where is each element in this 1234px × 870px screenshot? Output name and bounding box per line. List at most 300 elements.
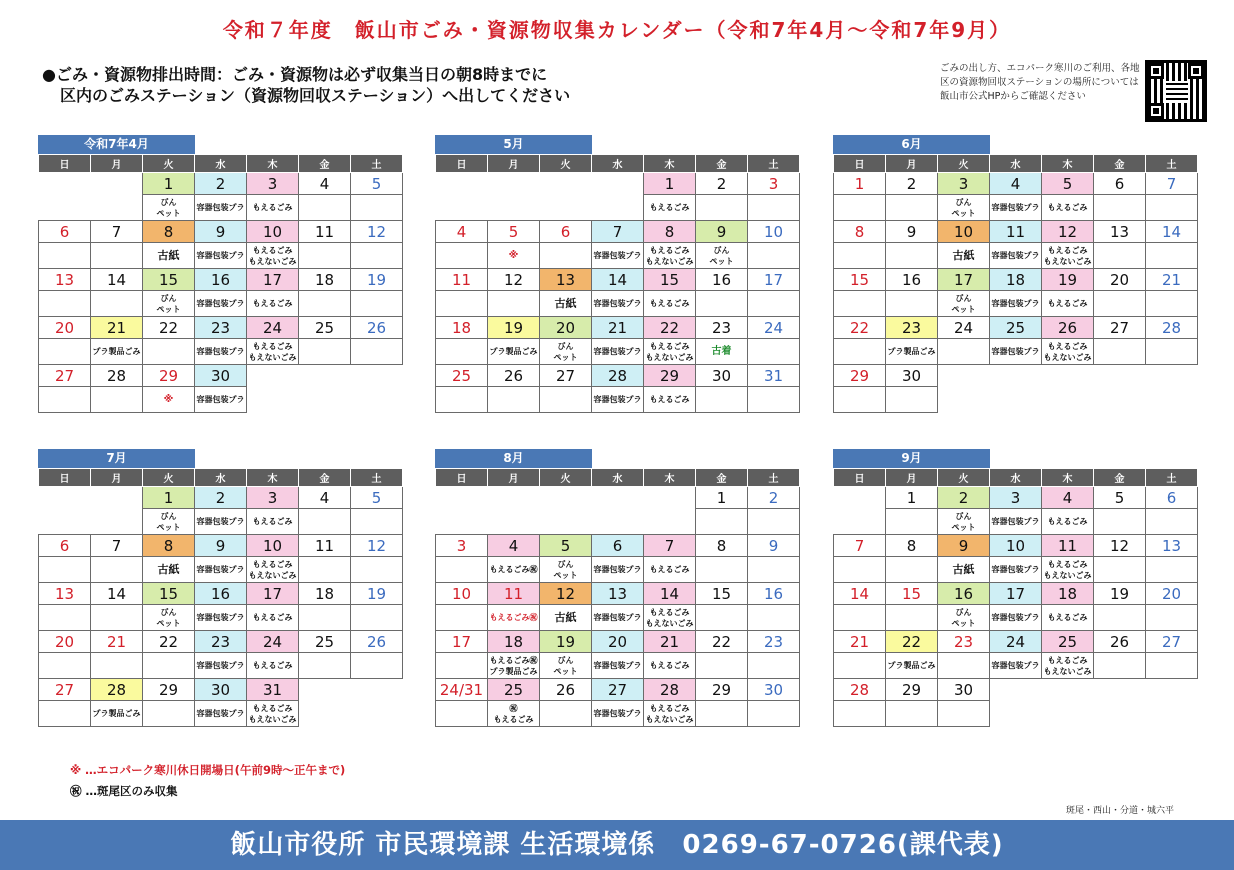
collection-label	[39, 605, 91, 631]
day-number: 13	[39, 269, 91, 291]
empty-cell	[1042, 387, 1094, 413]
day-number: 4	[436, 221, 488, 243]
collection-label	[351, 291, 403, 317]
weekday-header: 日	[834, 155, 886, 173]
collection-label: もえるごみ もえないごみ	[247, 339, 299, 365]
day-number: 5	[488, 221, 540, 243]
collection-label: もえるごみ	[1042, 605, 1094, 631]
weekday-header: 土	[1146, 469, 1198, 487]
day-number: 24	[990, 631, 1042, 653]
day-number: 30	[195, 365, 247, 387]
day-number: 16	[748, 583, 800, 605]
collection-label	[91, 291, 143, 317]
collection-label	[351, 557, 403, 583]
collection-label: 古紙	[938, 557, 990, 583]
weekday-header: 火	[143, 469, 195, 487]
day-number: 4	[488, 535, 540, 557]
empty-cell	[1146, 365, 1198, 387]
day-number: 17	[990, 583, 1042, 605]
day-number: 20	[39, 631, 91, 653]
weekday-header: 火	[540, 469, 592, 487]
day-number: 3	[247, 487, 299, 509]
empty-cell	[299, 679, 351, 701]
collection-label	[886, 291, 938, 317]
day-number: 10	[247, 535, 299, 557]
day-number: 23	[886, 317, 938, 339]
day-number: 16	[886, 269, 938, 291]
weekday-header: 火	[143, 155, 195, 173]
day-number: 4	[990, 173, 1042, 195]
collection-label	[299, 195, 351, 221]
day-number: 24	[748, 317, 800, 339]
empty-cell	[644, 487, 696, 509]
day-number: 10	[748, 221, 800, 243]
collection-label: ※	[143, 387, 195, 413]
collection-label: 容器包装プラ	[990, 243, 1042, 269]
empty-cell	[1146, 679, 1198, 701]
collection-label	[834, 387, 886, 413]
day-number: 3	[436, 535, 488, 557]
empty-cell	[1094, 365, 1146, 387]
weekday-header: 木	[247, 155, 299, 173]
collection-label: 容器包装プラ	[195, 605, 247, 631]
day-number: 19	[351, 269, 403, 291]
empty-cell	[834, 509, 886, 535]
day-number: 6	[1094, 173, 1146, 195]
empty-cell	[91, 173, 143, 195]
collection-label	[299, 557, 351, 583]
collection-label	[299, 509, 351, 535]
day-number: 28	[91, 365, 143, 387]
empty-cell	[540, 195, 592, 221]
weekday-header: 水	[990, 155, 1042, 173]
collection-label: もえるごみ	[1042, 195, 1094, 221]
collection-label: 容器包装プラ	[990, 339, 1042, 365]
day-number: 19	[488, 317, 540, 339]
collection-label: プラ製品ごみ	[91, 339, 143, 365]
empty-cell	[990, 387, 1042, 413]
day-number: 5	[351, 173, 403, 195]
collection-label: もえるごみ	[247, 653, 299, 679]
day-number: 22	[886, 631, 938, 653]
collection-label: もえるごみ	[247, 291, 299, 317]
collection-label	[436, 605, 488, 631]
empty-cell	[488, 487, 540, 509]
collection-label: 容器包装プラ	[195, 653, 247, 679]
collection-label: 容器包装プラ	[990, 557, 1042, 583]
weekday-header: 月	[91, 469, 143, 487]
day-number: 5	[351, 487, 403, 509]
day-number: 22	[834, 317, 886, 339]
empty-cell	[247, 365, 299, 387]
day-number: 9	[195, 221, 247, 243]
day-number: 29	[834, 365, 886, 387]
collection-label: もえるごみ㊗ プラ製品ごみ	[488, 653, 540, 679]
day-number: 14	[592, 269, 644, 291]
collection-label: もえるごみ㊗	[488, 605, 540, 631]
weekday-header: 水	[195, 469, 247, 487]
collection-label	[540, 243, 592, 269]
collection-label: プラ製品ごみ	[488, 339, 540, 365]
collection-label	[91, 557, 143, 583]
empty-cell	[1146, 387, 1198, 413]
day-number: 18	[1042, 583, 1094, 605]
day-number: 6	[592, 535, 644, 557]
empty-cell	[1094, 679, 1146, 701]
collection-label: びん ペット	[540, 339, 592, 365]
day-number: 7	[1146, 173, 1198, 195]
weekday-header: 土	[351, 469, 403, 487]
legend	[70, 760, 345, 802]
collection-label: びん ペット	[938, 605, 990, 631]
day-number: 22	[644, 317, 696, 339]
collection-label	[748, 243, 800, 269]
day-number: 30	[195, 679, 247, 701]
day-number: 14	[1146, 221, 1198, 243]
weekday-header: 日	[39, 469, 91, 487]
month-header: 8月	[435, 449, 592, 468]
collection-label	[886, 243, 938, 269]
collection-label	[436, 653, 488, 679]
collection-label: ㊗ もえるごみ	[488, 701, 540, 727]
hanjo-area-list: 斑尾・西山・分道・城六平	[1066, 806, 1175, 816]
collection-label	[696, 291, 748, 317]
day-number: 11	[1042, 535, 1094, 557]
collection-label	[299, 291, 351, 317]
collection-label	[351, 195, 403, 221]
collection-label	[1094, 339, 1146, 365]
collection-label: もえるごみ	[644, 557, 696, 583]
disposal-notice	[42, 64, 570, 106]
day-number: 20	[592, 631, 644, 653]
collection-label: びん ペット	[143, 605, 195, 631]
collection-label	[436, 701, 488, 727]
collection-label	[1094, 605, 1146, 631]
empty-cell	[990, 365, 1042, 387]
collection-label: もえるごみ	[644, 291, 696, 317]
collection-label	[748, 291, 800, 317]
day-number: 2	[938, 487, 990, 509]
empty-cell	[299, 387, 351, 413]
collection-label: もえるごみ	[644, 653, 696, 679]
collection-label	[748, 701, 800, 727]
collection-label	[1146, 653, 1198, 679]
day-number: 2	[748, 487, 800, 509]
collection-label	[351, 509, 403, 535]
day-number: 23	[938, 631, 990, 653]
empty-cell	[91, 487, 143, 509]
collection-label	[1094, 195, 1146, 221]
day-number: 17	[247, 583, 299, 605]
collection-label: もえるごみ	[644, 195, 696, 221]
collection-label	[1094, 509, 1146, 535]
collection-label	[834, 653, 886, 679]
day-number: 9	[886, 221, 938, 243]
collection-label	[91, 387, 143, 413]
day-number: 10	[938, 221, 990, 243]
collection-label	[351, 653, 403, 679]
day-number: 5	[540, 535, 592, 557]
empty-cell	[990, 679, 1042, 701]
day-number: 31	[748, 365, 800, 387]
collection-label	[39, 557, 91, 583]
month-header: 9月	[833, 449, 990, 468]
empty-cell	[39, 509, 91, 535]
day-number: 13	[1094, 221, 1146, 243]
collection-label	[39, 243, 91, 269]
day-number: 5	[1094, 487, 1146, 509]
day-number: 24	[938, 317, 990, 339]
day-number: 14	[644, 583, 696, 605]
day-number: 19	[351, 583, 403, 605]
empty-cell	[299, 365, 351, 387]
collection-label	[696, 387, 748, 413]
empty-cell	[990, 701, 1042, 727]
day-number: 6	[1146, 487, 1198, 509]
collection-label	[886, 605, 938, 631]
day-number: 26	[351, 631, 403, 653]
day-number: 1	[834, 173, 886, 195]
weekday-header: 土	[351, 155, 403, 173]
collection-label	[39, 701, 91, 727]
month-header: 令和7年4月	[38, 135, 195, 154]
day-number: 26	[540, 679, 592, 701]
weekday-header: 水	[990, 469, 1042, 487]
weekday-header: 月	[488, 155, 540, 173]
day-number: 18	[990, 269, 1042, 291]
collection-label: 容器包装プラ	[195, 509, 247, 535]
collection-label	[696, 701, 748, 727]
collection-label	[91, 605, 143, 631]
collection-label	[39, 387, 91, 413]
collection-label	[143, 653, 195, 679]
collection-label	[1094, 557, 1146, 583]
empty-cell	[1042, 365, 1094, 387]
collection-label	[1146, 605, 1198, 631]
weekday-header: 水	[592, 155, 644, 173]
collection-label	[436, 557, 488, 583]
day-number: 6	[540, 221, 592, 243]
collection-label: プラ製品ごみ	[91, 701, 143, 727]
collection-label: もえるごみ もえないごみ	[1042, 243, 1094, 269]
collection-label: 容器包装プラ	[990, 605, 1042, 631]
collection-label	[834, 701, 886, 727]
collection-label	[938, 701, 990, 727]
day-number: 12	[1094, 535, 1146, 557]
collection-label	[938, 339, 990, 365]
collection-label: 容器包装プラ	[592, 339, 644, 365]
weekday-header: 月	[488, 469, 540, 487]
qr-code-icon[interactable]	[1145, 60, 1207, 122]
collection-label: もえるごみ	[247, 509, 299, 535]
collection-label: びん ペット	[696, 243, 748, 269]
day-number: 27	[39, 365, 91, 387]
day-number: 27	[540, 365, 592, 387]
day-number: 10	[247, 221, 299, 243]
weekday-header: 金	[696, 155, 748, 173]
notice-line-1: ●ごみ・資源物排出時間：ごみ・資源物は必ず収集当日の朝8時までに	[42, 65, 548, 84]
day-number: 21	[91, 317, 143, 339]
collection-label	[143, 701, 195, 727]
day-number: 20	[1146, 583, 1198, 605]
collection-label	[299, 653, 351, 679]
collection-label: 容器包装プラ	[195, 195, 247, 221]
day-number: 12	[351, 221, 403, 243]
empty-cell	[39, 173, 91, 195]
collection-label: びん ペット	[938, 195, 990, 221]
collection-label: 容器包装プラ	[990, 291, 1042, 317]
weekday-header: 金	[299, 469, 351, 487]
collection-label	[299, 605, 351, 631]
day-number: 19	[1042, 269, 1094, 291]
collection-label	[834, 291, 886, 317]
legend-eco-open: ※ …エコパーク寒川休日開場日(午前9時～正午まで)	[70, 763, 346, 777]
day-number: 7	[91, 221, 143, 243]
weekday-header: 金	[696, 469, 748, 487]
day-number: 12	[351, 535, 403, 557]
collection-label	[696, 557, 748, 583]
notice-line-2: 区内のごみステーション（資源物回収ステーション）へ出してください	[60, 86, 571, 105]
day-number: 20	[1094, 269, 1146, 291]
empty-cell	[436, 509, 488, 535]
collection-label	[1146, 557, 1198, 583]
month-header: 5月	[435, 135, 592, 154]
day-number: 9	[748, 535, 800, 557]
day-number: 25	[1042, 631, 1094, 653]
day-number: 26	[488, 365, 540, 387]
collection-label	[834, 243, 886, 269]
collection-label	[436, 339, 488, 365]
collection-label	[351, 605, 403, 631]
day-number: 1	[696, 487, 748, 509]
day-number: 2	[195, 487, 247, 509]
collection-label: 古紙	[143, 243, 195, 269]
day-number: 22	[143, 631, 195, 653]
collection-label	[436, 243, 488, 269]
day-number: 17	[938, 269, 990, 291]
day-number: 23	[696, 317, 748, 339]
collection-label	[886, 387, 938, 413]
day-number: 15	[143, 269, 195, 291]
day-number: 25	[488, 679, 540, 701]
day-number: 29	[886, 679, 938, 701]
weekday-header: 月	[886, 155, 938, 173]
collection-label	[834, 605, 886, 631]
day-number: 30	[938, 679, 990, 701]
empty-cell	[1042, 679, 1094, 701]
day-number: 9	[195, 535, 247, 557]
collection-label: もえるごみ もえないごみ	[1042, 653, 1094, 679]
collection-label: びん ペット	[143, 291, 195, 317]
day-number: 23	[748, 631, 800, 653]
empty-cell	[91, 509, 143, 535]
day-number: 11	[488, 583, 540, 605]
day-number: 27	[1146, 631, 1198, 653]
collection-label: もえるごみ もえないごみ	[247, 557, 299, 583]
empty-cell	[1094, 387, 1146, 413]
day-number: 27	[592, 679, 644, 701]
weekday-header: 水	[195, 155, 247, 173]
day-number: 16	[696, 269, 748, 291]
weekday-header: 火	[938, 155, 990, 173]
day-number: 16	[195, 269, 247, 291]
day-number: 15	[886, 583, 938, 605]
day-number: 1	[143, 173, 195, 195]
collection-label	[696, 605, 748, 631]
day-number: 19	[540, 631, 592, 653]
day-number: 8	[644, 221, 696, 243]
collection-label: もえるごみ もえないごみ	[247, 701, 299, 727]
day-number: 27	[39, 679, 91, 701]
collection-label: びん ペット	[938, 509, 990, 535]
empty-cell	[540, 173, 592, 195]
collection-label	[748, 339, 800, 365]
month-header: 7月	[38, 449, 195, 468]
collection-label	[1146, 243, 1198, 269]
day-number: 30	[886, 365, 938, 387]
month-header: 6月	[833, 135, 990, 154]
collection-label	[488, 291, 540, 317]
collection-label	[1146, 291, 1198, 317]
day-number: 16	[938, 583, 990, 605]
collection-label	[886, 701, 938, 727]
day-number: 2	[886, 173, 938, 195]
collection-label: もえるごみ もえないごみ	[644, 701, 696, 727]
day-number: 7	[644, 535, 696, 557]
collection-label: 容器包装プラ	[990, 195, 1042, 221]
day-number: 24	[247, 317, 299, 339]
day-number: 30	[748, 679, 800, 701]
day-number: 23	[195, 317, 247, 339]
collection-label	[351, 243, 403, 269]
day-number: 11	[990, 221, 1042, 243]
empty-cell	[1094, 701, 1146, 727]
collection-label: もえるごみ もえないごみ	[1042, 557, 1094, 583]
day-number: 7	[834, 535, 886, 557]
day-number: 25	[299, 631, 351, 653]
collection-label: プラ製品ごみ	[886, 653, 938, 679]
collection-label	[696, 195, 748, 221]
weekday-header: 水	[592, 469, 644, 487]
collection-label	[696, 509, 748, 535]
collection-label	[886, 509, 938, 535]
contact-footer: 飯山市役所 市民環境課 生活環境係 0269-67-0726(課代表)	[0, 820, 1234, 870]
empty-cell	[436, 195, 488, 221]
weekday-header: 月	[91, 155, 143, 173]
weekday-header: 火	[540, 155, 592, 173]
empty-cell	[436, 173, 488, 195]
day-number: 15	[143, 583, 195, 605]
collection-label: 容器包装プラ	[592, 291, 644, 317]
weekday-header: 木	[644, 155, 696, 173]
day-number: 29	[143, 365, 195, 387]
empty-cell	[436, 487, 488, 509]
collection-label	[299, 243, 351, 269]
day-number: 22	[143, 317, 195, 339]
day-number: 17	[436, 631, 488, 653]
collection-label: ※	[488, 243, 540, 269]
day-number: 11	[299, 535, 351, 557]
collection-label: 容器包装プラ	[195, 291, 247, 317]
empty-cell	[39, 195, 91, 221]
day-number: 5	[1042, 173, 1094, 195]
day-number: 14	[91, 269, 143, 291]
collection-label: びん ペット	[938, 291, 990, 317]
day-number: 6	[39, 535, 91, 557]
day-number: 18	[299, 269, 351, 291]
day-number: 2	[696, 173, 748, 195]
empty-cell	[488, 195, 540, 221]
